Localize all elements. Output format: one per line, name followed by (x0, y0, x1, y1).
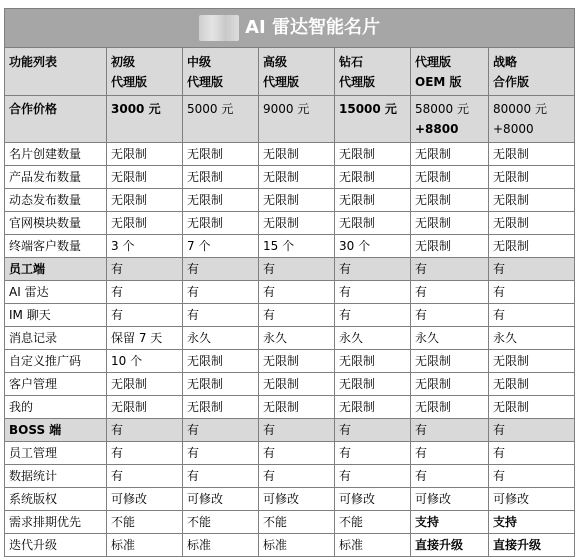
table-cell: 无限制 (335, 350, 411, 373)
row-label: 客户管理 (5, 373, 107, 396)
table-cell: 有 (335, 304, 411, 327)
table-row (5, 488, 575, 511)
table-cell: 有 (183, 281, 259, 304)
row-label: 需求排期优先 (5, 511, 107, 534)
price-cell: 15000 元 (335, 96, 411, 143)
table-cell: 无限制 (411, 166, 489, 189)
table-cell: 无限制 (335, 373, 411, 396)
table-cell: 无限制 (335, 166, 411, 189)
table-row (5, 304, 575, 327)
table-cell: 有 (411, 419, 489, 442)
table-cell: 无限制 (107, 166, 183, 189)
table-cell: 无限制 (183, 350, 259, 373)
table-cell: 有 (107, 419, 183, 442)
table-row (5, 373, 575, 396)
price-cell: 3000 元 (107, 96, 183, 143)
row-label: 系统版权 (5, 488, 107, 511)
table-cell: 无限制 (259, 143, 335, 166)
table-row (5, 212, 575, 235)
table-cell: 不能 (107, 511, 183, 534)
table-cell: 无限制 (259, 166, 335, 189)
table-row (5, 327, 575, 350)
table-cell: 无限制 (335, 189, 411, 212)
table-cell: 可修改 (489, 488, 575, 511)
row-label: 数据统计 (5, 465, 107, 488)
title-row (5, 9, 575, 48)
table-cell: 无限制 (411, 396, 489, 419)
header-cell: 高级 代理版 (259, 48, 335, 96)
table-cell: 有 (107, 258, 183, 281)
table-cell: 有 (335, 258, 411, 281)
table-cell: 有 (183, 465, 259, 488)
table-cell: 无限制 (411, 189, 489, 212)
row-label: 自定义推广码 (5, 350, 107, 373)
price-cell: 9000 元 (259, 96, 335, 143)
table-cell: 永久 (411, 327, 489, 350)
table-cell: 有 (259, 442, 335, 465)
row-label: 消息记录 (5, 327, 107, 350)
table-cell: 直接升级 (489, 534, 575, 557)
row-label: 产品发布数量 (5, 166, 107, 189)
table-cell: 标准 (335, 534, 411, 557)
table-cell: 有 (335, 465, 411, 488)
table-cell: 10 个 (107, 350, 183, 373)
table-cell: 有 (411, 258, 489, 281)
table-cell: 可修改 (107, 488, 183, 511)
table-title: AI 雷达智能名片 (245, 17, 380, 38)
table-cell: 有 (489, 258, 575, 281)
price-label: 合作价格 (5, 96, 107, 143)
table-cell: 无限制 (107, 189, 183, 212)
table-cell: 不能 (335, 511, 411, 534)
price-cell: 5000 元 (183, 96, 259, 143)
row-label: 动态发布数量 (5, 189, 107, 212)
table-cell: 无限制 (183, 373, 259, 396)
table-cell: 无限制 (183, 189, 259, 212)
table-cell: 有 (489, 465, 575, 488)
header-cell: 战略 合作版 (489, 48, 575, 96)
table-cell: 不能 (183, 511, 259, 534)
table-cell: 可修改 (411, 488, 489, 511)
table-row (5, 143, 575, 166)
table-cell: 有 (489, 442, 575, 465)
table-cell: 无限制 (411, 143, 489, 166)
table-cell: 7 个 (183, 235, 259, 258)
table-cell: 无限制 (489, 235, 575, 258)
title-cell (5, 9, 575, 48)
table-cell: 有 (489, 304, 575, 327)
table-cell: 无限制 (183, 143, 259, 166)
row-label: 我的 (5, 396, 107, 419)
table-cell: 有 (259, 304, 335, 327)
table-cell: 无限制 (489, 373, 575, 396)
table-row (5, 350, 575, 373)
table-cell: 无限制 (335, 143, 411, 166)
table-cell: 有 (183, 304, 259, 327)
row-label: 官网模块数量 (5, 212, 107, 235)
table-cell: 有 (259, 281, 335, 304)
row-label: 员工端 (5, 258, 107, 281)
row-label: 终端客户数量 (5, 235, 107, 258)
table-row (5, 281, 575, 304)
table-cell: 无限制 (183, 396, 259, 419)
table-cell: 有 (411, 465, 489, 488)
table-cell: 支持 (489, 511, 575, 534)
table-cell: 无限制 (259, 373, 335, 396)
row-label: IM 聊天 (5, 304, 107, 327)
table-cell: 有 (335, 281, 411, 304)
table-cell: 标准 (259, 534, 335, 557)
table-cell: 有 (335, 419, 411, 442)
table-cell: 可修改 (259, 488, 335, 511)
row-label: 名片创建数量 (5, 143, 107, 166)
table-cell: 无限制 (183, 212, 259, 235)
table-cell: 无限制 (183, 166, 259, 189)
table-cell: 有 (259, 419, 335, 442)
table-cell: 15 个 (259, 235, 335, 258)
table-cell: 无限制 (489, 350, 575, 373)
table-cell: 有 (107, 465, 183, 488)
table-cell: 无限制 (107, 212, 183, 235)
table-cell: 有 (183, 258, 259, 281)
header-cell: 代理版 OEM 版 (411, 48, 489, 96)
table-row (5, 534, 575, 557)
table-row (5, 442, 575, 465)
table-cell: 标准 (107, 534, 183, 557)
table-cell: 无限制 (259, 189, 335, 212)
header-cell: 钻石 代理版 (335, 48, 411, 96)
table-cell: 保留 7 天 (107, 327, 183, 350)
pricing-table (4, 8, 575, 557)
table-row (5, 166, 575, 189)
table-cell: 无限制 (107, 373, 183, 396)
table-cell: 有 (183, 419, 259, 442)
pricing-table-container (4, 8, 574, 557)
table-cell: 有 (489, 419, 575, 442)
table-row (5, 511, 575, 534)
table-cell: 可修改 (183, 488, 259, 511)
table-row (5, 189, 575, 212)
header-cell: 中级 代理版 (183, 48, 259, 96)
header-feature-list: 功能列表 (5, 48, 107, 96)
table-cell: 有 (259, 258, 335, 281)
table-cell: 有 (107, 281, 183, 304)
section-row (5, 419, 575, 442)
table-cell: 无限制 (335, 396, 411, 419)
table-cell: 无限制 (259, 396, 335, 419)
table-cell: 永久 (335, 327, 411, 350)
table-cell: 永久 (183, 327, 259, 350)
table-cell: 有 (335, 442, 411, 465)
table-cell: 无限制 (489, 189, 575, 212)
price-row (5, 96, 575, 143)
price-cell: 58000 元 +8800 (411, 96, 489, 143)
table-cell: 有 (411, 281, 489, 304)
table-cell: 无限制 (335, 212, 411, 235)
header-row (5, 48, 575, 96)
table-cell: 有 (183, 442, 259, 465)
table-cell: 有 (411, 442, 489, 465)
table-row (5, 235, 575, 258)
table-cell: 不能 (259, 511, 335, 534)
table-cell: 有 (259, 465, 335, 488)
section-row (5, 258, 575, 281)
table-cell: 无限制 (411, 373, 489, 396)
table-row (5, 396, 575, 419)
price-cell: 80000 元 +8000 (489, 96, 575, 143)
table-cell: 无限制 (107, 396, 183, 419)
table-cell: 无限制 (489, 212, 575, 235)
header-cell: 初级 代理版 (107, 48, 183, 96)
table-cell: 永久 (259, 327, 335, 350)
table-cell: 无限制 (489, 396, 575, 419)
table-cell: 有 (107, 304, 183, 327)
table-cell: 有 (107, 442, 183, 465)
table-cell: 无限制 (411, 350, 489, 373)
table-cell: 无限制 (259, 212, 335, 235)
table-cell: 支持 (411, 511, 489, 534)
table-cell: 有 (489, 281, 575, 304)
table-cell: 无限制 (411, 212, 489, 235)
table-cell: 无限制 (489, 143, 575, 166)
table-cell: 3 个 (107, 235, 183, 258)
table-cell: 标准 (183, 534, 259, 557)
table-cell: 30 个 (335, 235, 411, 258)
table-cell: 直接升级 (411, 534, 489, 557)
table-cell: 永久 (489, 327, 575, 350)
table-cell: 无限制 (489, 166, 575, 189)
table-cell: 无限制 (411, 235, 489, 258)
table-cell: 有 (411, 304, 489, 327)
row-label: BOSS 端 (5, 419, 107, 442)
table-cell: 无限制 (259, 350, 335, 373)
table-row (5, 465, 575, 488)
table-cell: 可修改 (335, 488, 411, 511)
row-label: 员工管理 (5, 442, 107, 465)
row-label: AI 雷达 (5, 281, 107, 304)
row-label: 迭代升级 (5, 534, 107, 557)
table-cell: 无限制 (107, 143, 183, 166)
redacted-logo (199, 15, 239, 41)
